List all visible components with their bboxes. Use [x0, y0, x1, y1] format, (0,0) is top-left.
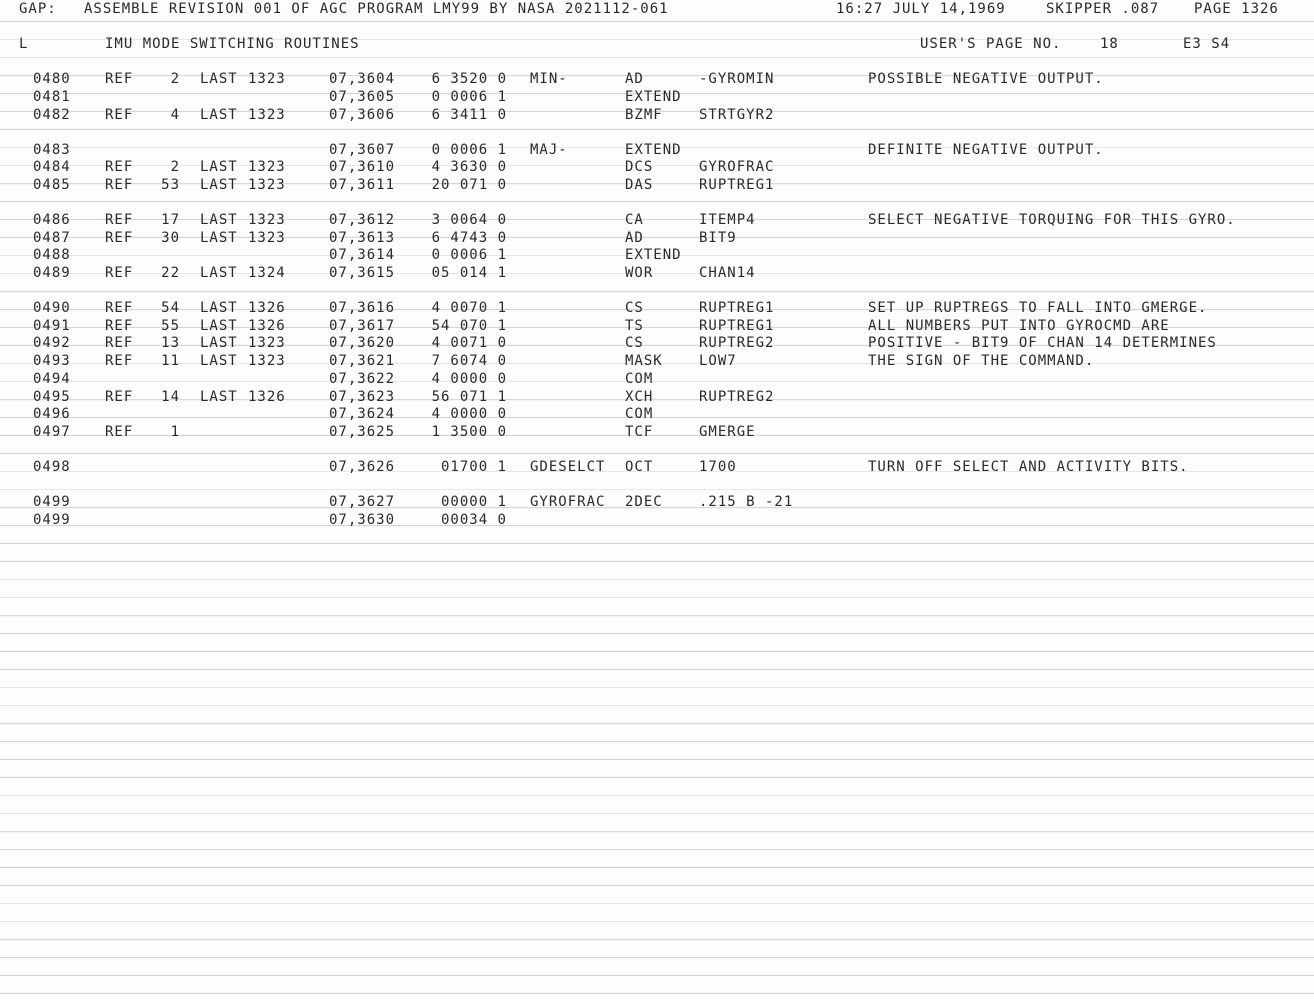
symbol-label: MAJ-: [530, 142, 568, 158]
operand: RUPTREG1: [699, 177, 775, 193]
line-number: 0491: [33, 318, 71, 334]
comment: TURN OFF SELECT AND ACTIVITY BITS.: [868, 459, 1189, 475]
operand: RUPTREG1: [699, 300, 775, 316]
opcode: TS: [625, 318, 644, 334]
line-number: 0489: [33, 265, 71, 281]
listing-line: [0, 352, 1314, 370]
line-number: 0490: [33, 300, 71, 316]
octal-word: 00034 0: [440, 512, 507, 528]
comment: POSSIBLE NEGATIVE OUTPUT.: [868, 71, 1104, 87]
ref-label: REF: [105, 300, 134, 316]
address: 07,3630: [329, 512, 396, 528]
listing-line: [0, 264, 1314, 282]
opcode: EXTEND: [625, 247, 682, 263]
ref-label: REF: [105, 353, 134, 369]
line-number: 0488: [33, 247, 71, 263]
ref-count: 22: [161, 265, 180, 281]
opcode: EXTEND: [625, 142, 682, 158]
ref-count: 53: [161, 177, 180, 193]
last-page: 1323: [248, 177, 286, 193]
ref-label: REF: [105, 335, 134, 351]
last-page: 1323: [248, 159, 286, 175]
last-label: LAST: [200, 107, 238, 123]
line-number: 0497: [33, 424, 71, 440]
octal-word: 56 071 1: [431, 389, 507, 405]
opcode: OCT: [625, 459, 654, 475]
ref-count: 1: [170, 424, 180, 440]
listing-line: [0, 141, 1314, 159]
octal-word: 6 3520 0: [431, 71, 507, 87]
octal-word: 20 071 0: [431, 177, 507, 193]
operand: GYROFRAC: [699, 159, 775, 175]
assembly-title: ASSEMBLE REVISION 001 OF AGC PROGRAM LMY99 BY NASA 2021112-061: [84, 1, 669, 17]
comment: SELECT NEGATIVE TORQUING FOR THIS GYRO.: [868, 212, 1236, 228]
ref-count: 55: [161, 318, 180, 334]
ref-label: REF: [105, 71, 134, 87]
assembly-timestamp: 16:27 JULY 14,1969: [836, 1, 1006, 17]
users-page-label: USER'S PAGE NO.: [920, 36, 1062, 52]
address: 07,3622: [329, 371, 396, 387]
listing-line: [0, 334, 1314, 352]
last-page: 1323: [248, 71, 286, 87]
address: 07,3626: [329, 459, 396, 475]
line-number: 0496: [33, 406, 71, 422]
listing-line: [0, 388, 1314, 406]
opcode: AD: [625, 71, 644, 87]
ref-count: 14: [161, 389, 180, 405]
last-page: 1324: [248, 265, 286, 281]
address: 07,3627: [329, 494, 396, 510]
listing-line: [0, 246, 1314, 264]
comment: POSITIVE - BIT9 OF CHAN 14 DETERMINES: [868, 335, 1217, 351]
listing-line: [0, 106, 1314, 124]
page-number: PAGE 1326: [1194, 1, 1279, 17]
line-number: 0492: [33, 335, 71, 351]
opcode: DCS: [625, 159, 654, 175]
ref-count: 11: [161, 353, 180, 369]
line-number: 0495: [33, 389, 71, 405]
octal-word: 0 0006 1: [431, 142, 507, 158]
operand: STRTGYR2: [699, 107, 775, 123]
line-number: 0481: [33, 89, 71, 105]
opcode: CA: [625, 212, 644, 228]
last-label: LAST: [200, 71, 238, 87]
users-page-number: 18: [1100, 36, 1119, 52]
listing-line: [0, 299, 1314, 317]
operator-id: SKIPPER .087: [1046, 1, 1160, 17]
listing-line: [0, 493, 1314, 511]
listing-line: [0, 370, 1314, 388]
opcode: XCH: [625, 389, 654, 405]
listing-line: [0, 158, 1314, 176]
last-page: 1323: [248, 107, 286, 123]
opcode: AD: [625, 230, 644, 246]
line-number: 0499: [33, 512, 71, 528]
ref-count: 54: [161, 300, 180, 316]
ref-label: REF: [105, 159, 134, 175]
octal-word: 1 3500 0: [431, 424, 507, 440]
last-label: LAST: [200, 335, 238, 351]
octal-word: 0 0006 1: [431, 247, 507, 263]
address: 07,3625: [329, 424, 396, 440]
section-title: IMU MODE SWITCHING ROUTINES: [105, 36, 360, 52]
opcode: EXTEND: [625, 89, 682, 105]
listing-line: [0, 511, 1314, 529]
opcode: MASK: [625, 353, 663, 369]
last-page: 1323: [248, 230, 286, 246]
ref-label: REF: [105, 265, 134, 281]
ref-count: 17: [161, 212, 180, 228]
address: 07,3614: [329, 247, 396, 263]
last-label: LAST: [200, 318, 238, 334]
symbol-label: MIN-: [530, 71, 568, 87]
assembler-name: GAP:: [19, 1, 57, 17]
last-page: 1326: [248, 300, 286, 316]
symbol-label: GYROFRAC: [530, 494, 606, 510]
operand: CHAN14: [699, 265, 756, 281]
comment: THE SIGN OF THE COMMAND.: [868, 353, 1095, 369]
operand: GMERGE: [699, 424, 756, 440]
line-number: 0487: [33, 230, 71, 246]
address: 07,3624: [329, 406, 396, 422]
ref-label: REF: [105, 212, 134, 228]
address: 07,3611: [329, 177, 396, 193]
line-number: 0499: [33, 494, 71, 510]
address: 07,3605: [329, 89, 396, 105]
ref-label: REF: [105, 230, 134, 246]
last-label: LAST: [200, 389, 238, 405]
opcode: CS: [625, 335, 644, 351]
address: 07,3610: [329, 159, 396, 175]
listing-line: [0, 70, 1314, 88]
ref-count: 2: [170, 71, 180, 87]
operand: ITEMP4: [699, 212, 756, 228]
octal-word: 4 0070 1: [431, 300, 507, 316]
octal-word: 4 0071 0: [431, 335, 507, 351]
octal-word: 05 014 1: [431, 265, 507, 281]
line-number: 0482: [33, 107, 71, 123]
listing-line: [0, 88, 1314, 106]
opcode: BZMF: [625, 107, 663, 123]
opcode: TCF: [625, 424, 654, 440]
address: 07,3617: [329, 318, 396, 334]
opcode: DAS: [625, 177, 654, 193]
opcode: 2DEC: [625, 494, 663, 510]
octal-word: 4 3630 0: [431, 159, 507, 175]
opcode: WOR: [625, 265, 654, 281]
octal-word: 3 0064 0: [431, 212, 507, 228]
listing-line: [0, 458, 1314, 476]
listing-header: [0, 0, 1314, 18]
section-marker: L: [19, 36, 29, 52]
ref-label: REF: [105, 389, 134, 405]
listing-line: [0, 229, 1314, 247]
last-label: LAST: [200, 177, 238, 193]
octal-word: 6 4743 0: [431, 230, 507, 246]
listing-line: [0, 176, 1314, 194]
address: 07,3621: [329, 353, 396, 369]
address: 07,3604: [329, 71, 396, 87]
address: 07,3623: [329, 389, 396, 405]
last-label: LAST: [200, 159, 238, 175]
opcode: CS: [625, 300, 644, 316]
address: 07,3613: [329, 230, 396, 246]
octal-word: 7 6074 0: [431, 353, 507, 369]
last-page: 1326: [248, 318, 286, 334]
line-number: 0494: [33, 371, 71, 387]
listing-line: [0, 317, 1314, 335]
section-header: [0, 35, 1314, 53]
operand: -GYROMIN: [699, 71, 775, 87]
address: 07,3606: [329, 107, 396, 123]
octal-word: 6 3411 0: [431, 107, 507, 123]
octal-word: 4 0000 0: [431, 371, 507, 387]
operand: LOW7: [699, 353, 737, 369]
ref-count: 4: [170, 107, 180, 123]
operand: BIT9: [699, 230, 737, 246]
line-number: 0480: [33, 71, 71, 87]
line-number: 0486: [33, 212, 71, 228]
symbol-label: GDESELCT: [530, 459, 606, 475]
ref-count: 13: [161, 335, 180, 351]
last-page: 1323: [248, 353, 286, 369]
listing-line: [0, 423, 1314, 441]
last-label: LAST: [200, 265, 238, 281]
address: 07,3615: [329, 265, 396, 281]
comment: DEFINITE NEGATIVE OUTPUT.: [868, 142, 1104, 158]
operand: RUPTREG2: [699, 389, 775, 405]
ref-count: 2: [170, 159, 180, 175]
ref-label: REF: [105, 318, 134, 334]
section-code: E3 S4: [1183, 36, 1231, 52]
octal-word: 4 0000 0: [431, 406, 507, 422]
last-label: LAST: [200, 353, 238, 369]
listing-line: [0, 405, 1314, 423]
ref-label: REF: [105, 177, 134, 193]
opcode: COM: [625, 371, 654, 387]
octal-word: 01700 1: [440, 459, 507, 475]
last-page: 1323: [248, 335, 286, 351]
last-page: 1326: [248, 389, 286, 405]
last-label: LAST: [200, 212, 238, 228]
operand: 1700: [699, 459, 737, 475]
ref-count: 30: [161, 230, 180, 246]
line-number: 0493: [33, 353, 71, 369]
operand: RUPTREG1: [699, 318, 775, 334]
ref-label: REF: [105, 107, 134, 123]
octal-word: 00000 1: [440, 494, 507, 510]
line-number: 0484: [33, 159, 71, 175]
operand: .215 B -21: [699, 494, 794, 510]
last-label: LAST: [200, 230, 238, 246]
address: 07,3612: [329, 212, 396, 228]
comment: ALL NUMBERS PUT INTO GYROCMD ARE: [868, 318, 1170, 334]
octal-word: 0 0006 1: [431, 89, 507, 105]
address: 07,3616: [329, 300, 396, 316]
ref-label: REF: [105, 424, 134, 440]
listing-line: [0, 211, 1314, 229]
address: 07,3607: [329, 142, 396, 158]
line-number: 0483: [33, 142, 71, 158]
line-number: 0498: [33, 459, 71, 475]
last-page: 1323: [248, 212, 286, 228]
opcode: COM: [625, 406, 654, 422]
octal-word: 54 070 1: [431, 318, 507, 334]
comment: SET UP RUPTREGS TO FALL INTO GMERGE.: [868, 300, 1208, 316]
address: 07,3620: [329, 335, 396, 351]
last-label: LAST: [200, 300, 238, 316]
operand: RUPTREG2: [699, 335, 775, 351]
line-number: 0485: [33, 177, 71, 193]
